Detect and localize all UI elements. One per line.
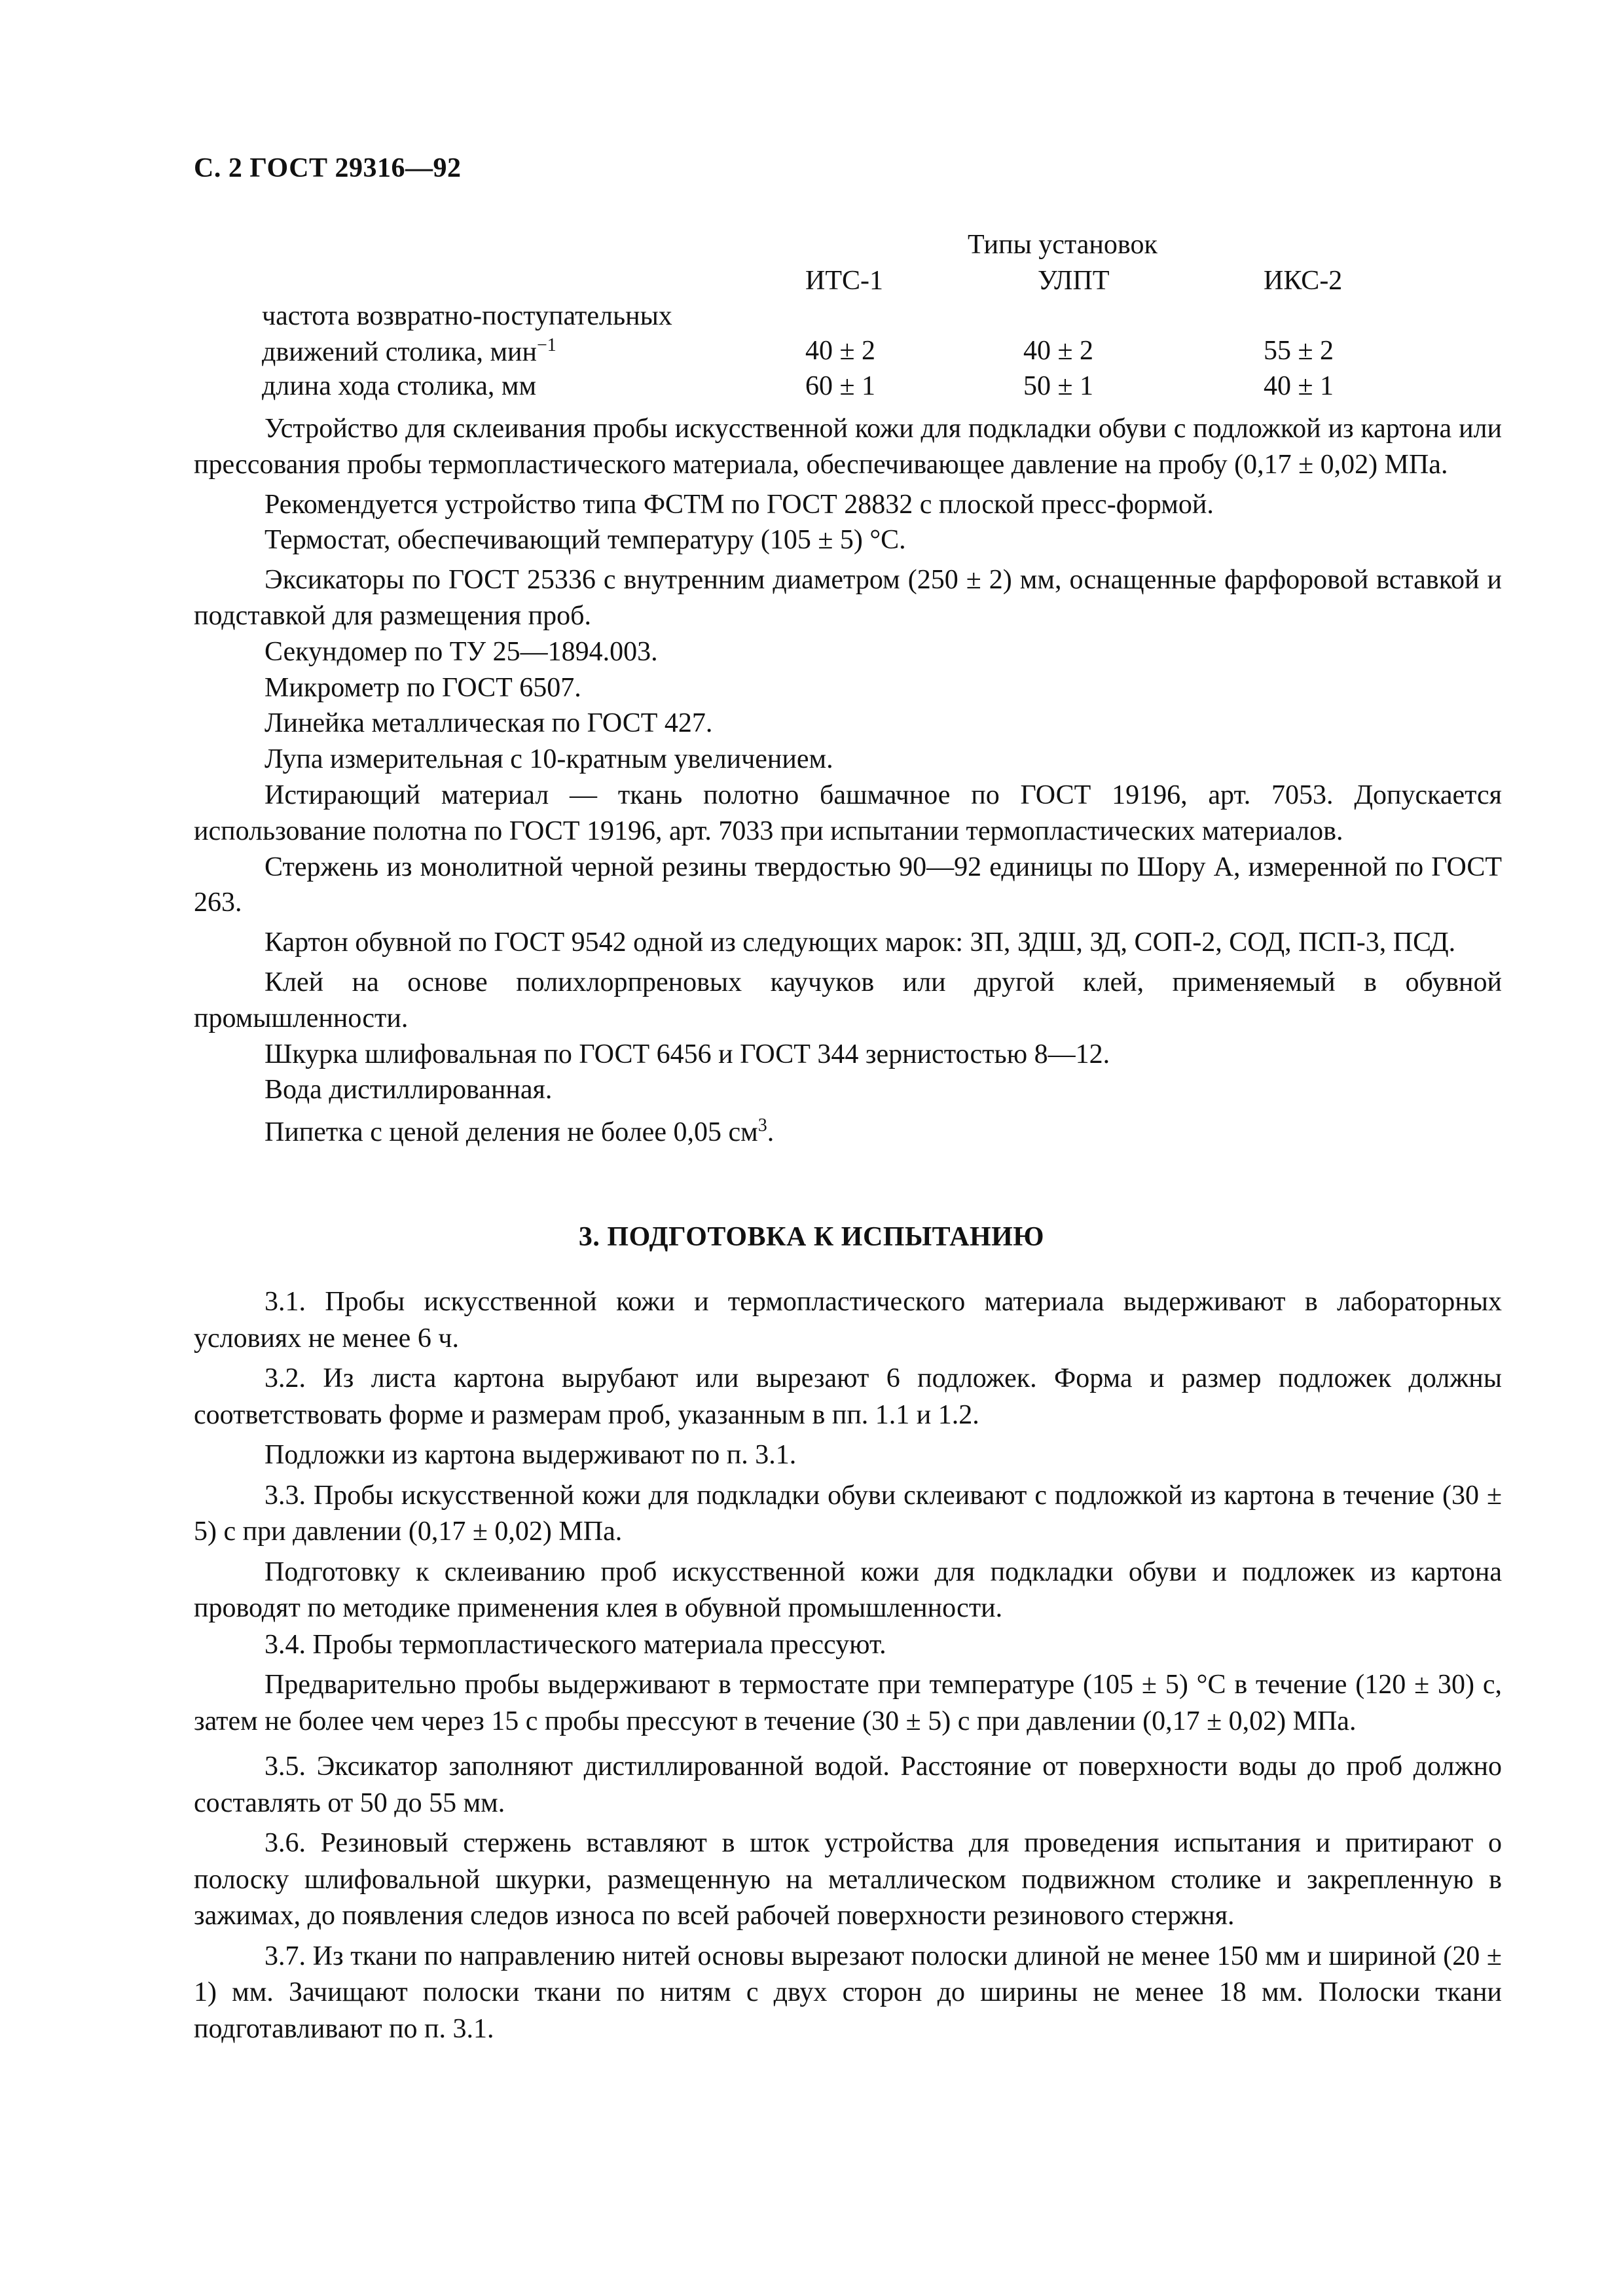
- equipment-paragraph: Рекомендуется устройство типа ФСТМ по ГОСТ 28832 с плоской пресс-формой.: [264, 489, 1214, 520]
- table-row-label: частота возвратно-поступательных: [262, 301, 672, 331]
- equipment-paragraph: Вода дистиллированная.: [264, 1075, 553, 1105]
- section-paragraph: Подложки из картона выдерживают по п. 3.1.: [264, 1440, 797, 1470]
- table-column-header: ИКС-2: [1264, 266, 1343, 296]
- equipment-paragraph: Линейка металлическая по ГОСТ 427.: [264, 708, 713, 739]
- table-cell: 55 ± 2: [1264, 336, 1334, 366]
- table-row-label: движений столика, мин$^{-1}$: [262, 335, 556, 367]
- table-cell: 40 ± 2: [1023, 336, 1094, 366]
- section-paragraph: 3.4. Пробы термопластического материала прессуют.: [264, 1629, 886, 1660]
- section-paragraph: 3.1. Пробы искусственной кожи и термопластического материала выдерживают в лабораторных условиях не менее 6 ч.: [194, 1287, 1502, 1354]
- table-cell: 40 ± 2: [805, 336, 876, 366]
- section-paragraph: 3.3. Пробы искусственной кожи для подкладки обуви склеивают с подложкой из картона в течение (30 ± 5) с при давлении (0,17 ± 0,02) МПа.: [194, 1480, 1502, 1547]
- equipment-paragraph: Секундомер по ТУ 25—1894.003.: [264, 636, 658, 667]
- section-paragraph: 3.6. Резиновый стержень вставляют в шток устройства для проведения испытания и притирают о полоску шлифовальной шкурки, размещенную на металлическом подвижном столике и закрепленную в зажимах, до появления следов износа по всей рабочей поверхности резинового стержня.: [194, 1828, 1502, 1931]
- section-heading: 3. ПОДГОТОВКА К ИСПЫТАНИЮ: [578, 1222, 1045, 1252]
- table-row-label: длина хода столика, мм: [262, 371, 537, 401]
- equipment-paragraph: Стержень из монолитной черной резины твердостью 90—92 единицы по Шору А, измеренной по ГОСТ 263.: [194, 852, 1502, 918]
- table-cell: 60 ± 1: [805, 371, 876, 401]
- equipment-list: [194, 411, 1502, 1151]
- table-column-header: ИТС-1: [805, 266, 883, 296]
- table-column-header: УЛПТ: [1038, 266, 1110, 296]
- section-paragraph: 3.5. Эксикатор заполняют дистиллированной водой. Расстояние от поверхности воды до проб должно составлять от 50 до 55 мм.: [194, 1751, 1502, 1818]
- equipment-paragraph: Картон обувной по ГОСТ 9542 одной из следующих марок: ЗП, ЗДШ, ЗД, СОП-2, СОД, ПСП-3, ПСД.: [264, 927, 1456, 958]
- equipment-paragraph: Устройство для склеивания пробы искусственной кожи для подкладки обуви с подложкой из картона или прессования пробы термопластического материала, обеспечивающее давление на пробу (0,17 ± 0,02) МПа.: [194, 414, 1502, 480]
- equipment-paragraph: Термостат, обеспечивающий температуру (105 ± 5) °С.: [264, 525, 906, 556]
- equipment-paragraph: Лупа измерительная с 10-кратным увеличением.: [264, 744, 833, 775]
- equipment-paragraph: Эксикаторы по ГОСТ 25336 с внутренним диаметром (250 ± 2) мм, оснащенные фарфоровой вставкой и подставкой для размещения проб.: [194, 565, 1502, 631]
- section-paragraph: 3.2. Из листа картона вырубают или вырезают 6 подложек. Форма и размер подложек должны соответствовать форме и размерам проб, указанным в пп. 1.1 и 1.2.: [194, 1363, 1502, 1430]
- table-cell: 40 ± 1: [1264, 371, 1334, 401]
- equipment-paragraph: Клей на основе полихлорпреновых каучуков или другой клей, применяемый в обувной промышленности.: [194, 967, 1502, 1033]
- section-paragraph: Предварительно пробы выдерживают в термостате при температуре (105 ± 5) °С в течение (120 ± 30) с, затем не более чем через 15 с пробы прессуют в течение (30 ± 5) с при давлении (0,17 ± 0,02) МПа.: [194, 1670, 1502, 1736]
- section-paragraph: 3.7. Из ткани по направлению нитей основы вырезают полоски длиной не менее 150 мм и шириной (20 ± 1) мм. Зачищают полоски ткани по нитям с двух сторон до ширины не менее 18 мм. Полоски ткани подготавливают по п. 3.1.: [194, 1941, 1502, 2044]
- equipment-paragraph: Микрометр по ГОСТ 6507.: [264, 672, 581, 703]
- equipment-paragraph: Шкурка шлифовальная по ГОСТ 6456 и ГОСТ 344 зернистостью 8—12.: [264, 1039, 1110, 1069]
- table-cell: 50 ± 1: [1023, 371, 1094, 401]
- page-header: С. 2 ГОСТ 29316—92: [194, 153, 462, 183]
- equipment-paragraph: Пипетка с ценой деления не более 0,05 $см^3$.: [264, 1115, 775, 1148]
- table-group-header: Типы установок: [968, 230, 1158, 260]
- section-paragraph: Подготовку к склеиванию проб искусственной кожи для подкладки обуви и подложек из картона проводят по методике применения клея в обувной промышленности.: [194, 1556, 1502, 1623]
- section-3-body: [194, 1284, 1502, 2047]
- equipment-paragraph: Истирающий материал — ткань полотно башмачное по ГОСТ 19196, арт. 7053. Допускается использование полотна по ГОСТ 19196, арт. 7033 при испытании термопластических материалов.: [194, 780, 1502, 846]
